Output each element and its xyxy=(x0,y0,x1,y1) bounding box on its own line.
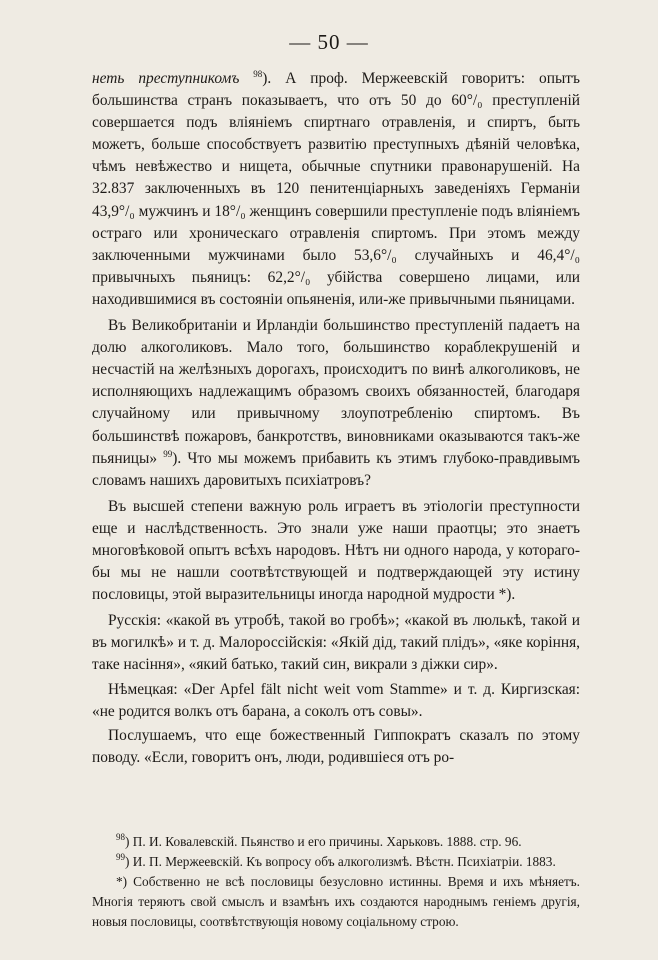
footnotes xyxy=(92,832,580,932)
footnote-99 xyxy=(92,852,580,872)
footnote-98-text: ) П. И. Ковалевскій. Пьянство и его причины. Харьковъ. 1888. стр. 96. xyxy=(125,834,522,849)
paragraph-2-text: Въ Великобританіи и Ирландіи большинство преступленій падаетъ на долю алкоголиковъ. Мало того, большинство кораблекрушеній и несчастій на желѣзныхъ дорогахъ, происходитъ по винѣ алкоголиковъ, не исполняющихъ надлежащимъ образомъ своихъ обязанностей, благодаря случайному или привычному злоупотребленію спиртомъ. Въ большинствѣ пожаровъ, банкротствъ, виновниками оказываются такъ-же пьяницы» xyxy=(92,317,580,467)
paragraph-1-text: ). А проф. Мержеевскій говоритъ: опытъ большинства странъ показываетъ, что отъ 50 до 60°/₀ преступленій совершается подъ вліяніемъ спиртнаго отравленія, и спиртъ, быть можетъ, больше способствуетъ развитію преступныхъ дѣяній человѣка, чѣмъ невѣжество и нищета, обычные спутники правонарушеній. На 32.837 заключенныхъ въ 120 пенитенціарныхъ заведеніяхъ Германіи 43,9°/₀ мужчинъ и 18°/₀ женщинъ совершили преступленіе подъ вліяніемъ остраго или хроническаго отравленія спиртомъ. При этомъ между заключенными мужчинами было 53,6°/₀ случайныхъ и 46,4°/₀ привычныхъ пьяницъ: 62,2°/₀ убійства совершено лицами, или находившимися въ состояніи опьяненія, или-же привычными пьяницами. xyxy=(92,70,580,308)
italic-lead: неть преступникомъ xyxy=(92,70,240,87)
paragraph-4: Русскія: «какой въ утробѣ, такой во гробѣ»; «какой въ люлькѣ, такой и въ могилкѣ» и т. д. Малороссійскія: «Якій дід, такий плідъ», «яке коріння, таке насіння», «який батько, такий син, викрали з діжки сир». xyxy=(92,612,580,674)
footnote-99-text: ) И. П. Мержеевскій. Къ вопросу объ алкоголизмѣ. Вѣстн. Психіатріи. 1883. xyxy=(125,854,556,869)
footnote-ref-99: 99 xyxy=(163,448,173,459)
paragraph-1 xyxy=(92,68,580,311)
footnote-ref-98: 98 xyxy=(253,69,263,79)
paragraph-6: Послушаемъ, что еще божественный Гиппократъ сказалъ по этому поводу. «Если, говоритъ онъ, люди, родившіеся отъ ро- xyxy=(92,726,580,766)
footnote-mark-asterisk: * xyxy=(116,874,123,889)
footnote-mark-98: 98 xyxy=(116,832,125,842)
page-number: — 50 — xyxy=(289,30,369,54)
paragraph-5: Нѣмецкая: «Der Apfel fält nicht weit vom Stamme» и т. д. Киргизская: «не родится волкъ отъ барана, а соколъ отъ совы». xyxy=(92,680,580,720)
footnote-mark-99: 99 xyxy=(116,852,125,862)
footnote-98 xyxy=(92,832,580,852)
paragraph-3: Въ высшей степени важную роль играетъ въ этіологіи преступности еще и наслѣдственность. Это знали уже наши праотцы; это знаетъ многовѣковой опытъ всѣхъ народовъ. Нѣтъ ни одного народа, у котораго-бы мы не нашли соотвѣтствующей и подтверждающей эту истину пословицы, этой выразительницы иногда народной мудрости *). xyxy=(92,497,580,604)
footnote-asterisk xyxy=(92,872,580,932)
paragraph-2 xyxy=(92,315,580,492)
paragraph-2-tail: ). Что мы можемъ прибавить къ этимъ глубоко-правдивымъ словамъ нашихъ даровитыхъ психіатровъ? xyxy=(92,449,580,489)
main-text xyxy=(92,68,580,773)
footnote-asterisk-text: ) Собственно не всѣ пословицы безусловно истинны. Время и ихъ мѣняетъ. Многія теряютъ свой смыслъ и взамѣнъ ихъ создаются народнымъ геніемъ другія, новыя пословицы, соотвѣтствующія новому соціальному строю. xyxy=(92,874,580,929)
